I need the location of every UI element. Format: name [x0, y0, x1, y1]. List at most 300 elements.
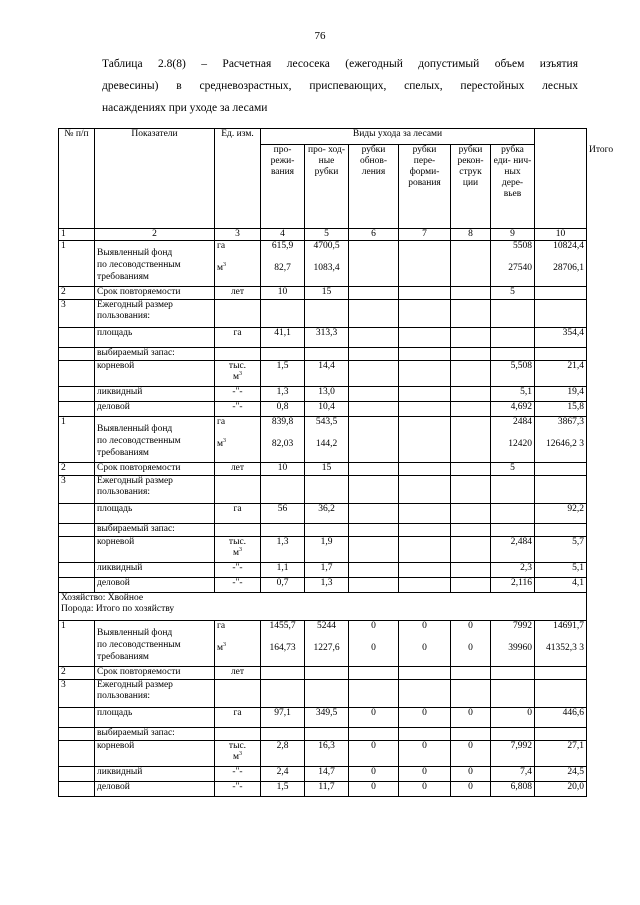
value-cell: 0: [399, 741, 451, 767]
indicator-line: Ежегодный размер: [97, 680, 173, 690]
period-row: [59, 463, 587, 476]
empty-cell: [491, 680, 535, 708]
value-cell: 6,808: [491, 782, 535, 797]
empty-cell: [59, 387, 95, 402]
value-cell: [399, 361, 451, 387]
cell-top: [351, 241, 396, 263]
annual-row: [59, 680, 587, 708]
value-cell: 16,3: [305, 741, 349, 767]
cell-top: [401, 417, 448, 439]
empty-cell: [491, 348, 535, 361]
index-cell: 8: [451, 229, 491, 241]
value-cell: 14,7: [305, 767, 349, 782]
empty-cell: [305, 728, 349, 741]
empty-cell: [305, 300, 349, 328]
economy-line: Порода: Итого по хозяйству: [61, 604, 175, 614]
cell-bottom: 28706,1: [553, 263, 585, 273]
value-cell: [349, 241, 399, 287]
page-number: 76: [314, 30, 326, 42]
value-cell: [451, 241, 491, 287]
empty-cell: [215, 728, 261, 741]
empty-cell: [399, 300, 451, 328]
value-cell: [491, 621, 535, 667]
value-cell: 0: [399, 782, 451, 797]
value-cell: [451, 387, 491, 402]
value-cell: 2,3: [491, 563, 535, 578]
indicator-line: требованиям: [97, 272, 149, 282]
value-cell: 10: [261, 463, 305, 476]
economy-label-row: [59, 593, 587, 621]
cell-bottom: [217, 439, 258, 450]
value-cell: 10: [261, 287, 305, 300]
economy-label: [59, 593, 587, 621]
empty-cell: [399, 476, 451, 504]
cell-top: 14691,7: [553, 621, 585, 631]
unit-cell: лет: [215, 287, 261, 300]
indicator-business: деловой: [95, 402, 215, 417]
value-cell: 313,3: [305, 328, 349, 348]
empty-cell: [491, 300, 535, 328]
indicator-line: по лесоводственным: [97, 640, 181, 650]
cell-top: 0: [422, 621, 427, 631]
value-cell: 56: [261, 504, 305, 524]
value-cell: 97,1: [261, 708, 305, 728]
empty-cell: [399, 524, 451, 537]
value-cell: [451, 361, 491, 387]
indicator-line: Выявленный фонд: [97, 628, 173, 638]
indicator-root: корневой: [95, 537, 215, 563]
value-cell: [349, 504, 399, 524]
empty-cell: [261, 348, 305, 361]
value-cell: 27,1: [535, 741, 587, 767]
value-cell: [305, 667, 349, 680]
cell-top: 1455,7: [269, 621, 296, 631]
cell-top: [401, 241, 448, 263]
value-cell: [535, 463, 587, 476]
value-cell: [451, 667, 491, 680]
value-cell: 0: [349, 782, 399, 797]
indicator-area: площадь: [95, 328, 215, 348]
indicator-fund: [95, 417, 215, 463]
cell-top: 7992: [513, 621, 533, 631]
fund-row: [59, 621, 587, 667]
cell-top: га: [217, 417, 226, 427]
value-cell: 349,5: [305, 708, 349, 728]
header-indicator: Показатели: [95, 129, 215, 229]
value-cell: [399, 287, 451, 300]
indicator-stock: выбираемый запас:: [95, 348, 215, 361]
unit-text: [217, 372, 258, 383]
row-number: 2: [59, 667, 95, 680]
value-cell: 21,4: [535, 361, 587, 387]
cell-top: 3867,3: [557, 417, 585, 427]
unit-cell: га: [215, 328, 261, 348]
empty-cell: [535, 300, 587, 328]
value-cell: 1,3: [305, 578, 349, 593]
header-row-columns: про- режи- вания про- ход- ные рубки рубки обнов- ления рубки пере- форми- рования рубки рекон- струк ции рубка еди- нич- ных дере- вьев Итого: [59, 145, 587, 229]
value-cell: [491, 241, 535, 287]
empty-cell: [305, 476, 349, 504]
business-row: [59, 782, 587, 797]
empty-cell: [349, 348, 399, 361]
indicator-liquid: ликвидный: [95, 563, 215, 578]
value-cell: 1,9: [305, 537, 349, 563]
value-cell: 7,992: [491, 741, 535, 767]
value-cell: [535, 621, 587, 667]
empty-cell: [59, 578, 95, 593]
indicator-line: по лесоводственным: [97, 436, 181, 446]
value-cell: 5: [491, 463, 535, 476]
empty-cell: [349, 680, 399, 708]
cell-bottom: 1227,6: [313, 643, 340, 653]
row-number: 2: [59, 463, 95, 476]
cell-top: 0: [371, 621, 376, 631]
root-row: [59, 537, 587, 563]
indicator-line: Выявленный фонд: [97, 424, 173, 434]
unit-text: м: [232, 372, 239, 382]
header-thinning: про- режи- вания: [261, 145, 305, 229]
value-cell: 0: [451, 741, 491, 767]
cell-bottom: 1083,4: [313, 263, 340, 273]
value-cell: [349, 537, 399, 563]
value-cell: [399, 417, 451, 463]
empty-cell: [305, 524, 349, 537]
indicator-line: Ежегодный размер: [97, 476, 173, 486]
cutting-area-table: [58, 128, 614, 797]
unit-cell: лет: [215, 463, 261, 476]
value-cell: 10,4: [305, 402, 349, 417]
indicator-liquid: ликвидный: [95, 767, 215, 782]
empty-cell: [59, 741, 95, 767]
empty-cell: [305, 680, 349, 708]
value-cell: [491, 417, 535, 463]
indicator-fund: [95, 241, 215, 287]
empty-cell: [349, 524, 399, 537]
value-cell: [261, 417, 305, 463]
value-cell: 15: [305, 287, 349, 300]
value-cell: 0: [349, 741, 399, 767]
area-row: [59, 328, 587, 348]
index-cell: 6: [349, 229, 399, 241]
unit-text: тыс.: [228, 361, 247, 371]
empty-cell: [59, 402, 95, 417]
value-cell: 5,1: [535, 563, 587, 578]
cell-bottom: [217, 263, 258, 274]
cell-top: 0: [468, 621, 473, 631]
value-cell: [349, 667, 399, 680]
cell-top: [453, 417, 488, 439]
unit-text: тыс.: [228, 537, 247, 547]
value-cell: [491, 328, 535, 348]
unit-cell: [215, 241, 261, 287]
cell-top: 2484: [513, 417, 533, 427]
value-cell: [451, 504, 491, 524]
cell-bottom: 41352,3 3: [546, 643, 585, 653]
area-row: [59, 708, 587, 728]
indicator-period: Срок повторяемости: [95, 667, 215, 680]
unit-cell: -"-: [215, 578, 261, 593]
annual-row: [59, 476, 587, 504]
fund-row: [59, 417, 587, 463]
cell-top: 543,5: [315, 417, 338, 427]
index-cell: 5: [305, 229, 349, 241]
unit-cell: -"-: [215, 767, 261, 782]
unit-text: тыс.: [228, 741, 247, 751]
indicator-line: Ежегодный размер: [97, 300, 173, 310]
value-cell: [399, 504, 451, 524]
empty-cell: [451, 476, 491, 504]
value-cell: 11,7: [305, 782, 349, 797]
value-cell: 7,4: [491, 767, 535, 782]
cell-top: га: [217, 621, 226, 631]
unit-cell: -"-: [215, 782, 261, 797]
root-row: [59, 361, 587, 387]
liquid-row: [59, 387, 587, 402]
value-cell: [535, 241, 587, 287]
value-cell: [451, 328, 491, 348]
unit-superscript: 3: [223, 437, 227, 444]
value-cell: 354,4: [535, 328, 587, 348]
value-cell: [305, 417, 349, 463]
area-row: [59, 504, 587, 524]
unit-cell: [215, 417, 261, 463]
unit-text: м: [217, 439, 224, 449]
value-cell: 1,7: [305, 563, 349, 578]
value-cell: 92,2: [535, 504, 587, 524]
cell-top: [453, 241, 488, 263]
value-cell: 13,0: [305, 387, 349, 402]
value-cell: 0: [349, 767, 399, 782]
empty-cell: [491, 524, 535, 537]
header-num: № п/п: [59, 129, 95, 229]
empty-cell: [59, 767, 95, 782]
value-cell: 5,508: [491, 361, 535, 387]
indicator-line: требованиям: [97, 448, 149, 458]
empty-cell: [349, 728, 399, 741]
value-cell: [349, 328, 399, 348]
value-cell: [451, 537, 491, 563]
unit-text: м: [217, 643, 224, 653]
empty-cell: [349, 476, 399, 504]
cell-top: [351, 417, 396, 439]
value-cell: [349, 402, 399, 417]
unit-superscript: 3: [239, 370, 242, 377]
root-row: [59, 741, 587, 767]
unit-cell: га: [215, 504, 261, 524]
indicator-liquid: ликвидный: [95, 387, 215, 402]
value-cell: [261, 667, 305, 680]
value-cell: [399, 537, 451, 563]
cell-bottom: 82,03: [271, 439, 294, 449]
cell-bottom: 0: [468, 643, 473, 653]
header-unit: Ед. изм.: [215, 129, 261, 229]
cell-bottom: 82,7: [274, 263, 291, 273]
value-cell: [349, 463, 399, 476]
value-cell: 5,7: [535, 537, 587, 563]
empty-cell: [399, 680, 451, 708]
value-cell: [399, 402, 451, 417]
header-renewal-cuttings: рубки обнов- ления: [349, 145, 399, 229]
cell-bottom: 12420: [508, 439, 533, 449]
cell-top: га: [217, 241, 226, 251]
value-cell: [349, 563, 399, 578]
unit-superscript: 3: [239, 546, 242, 553]
empty-cell: [451, 680, 491, 708]
index-cell: 9: [491, 229, 535, 241]
value-cell: [451, 287, 491, 300]
empty-cell: [59, 504, 95, 524]
value-cell: 1,3: [261, 537, 305, 563]
unit-cell: -"-: [215, 402, 261, 417]
value-cell: 19,4: [535, 387, 587, 402]
value-cell: 0: [451, 782, 491, 797]
value-cell: 0: [451, 767, 491, 782]
cell-bottom: 39960: [508, 643, 533, 653]
unit-cell: га: [215, 708, 261, 728]
row-number: 3: [59, 300, 95, 328]
unit-superscript: 3: [223, 261, 227, 268]
indicator-fund: [95, 621, 215, 667]
value-cell: 14,4: [305, 361, 349, 387]
value-cell: 0: [451, 708, 491, 728]
empty-cell: [399, 728, 451, 741]
empty-cell: [451, 348, 491, 361]
header-passage-cuttings: про- ход- ные рубки: [305, 145, 349, 229]
value-cell: [399, 328, 451, 348]
indicator-area: площадь: [95, 708, 215, 728]
empty-cell: [261, 476, 305, 504]
empty-cell: [261, 680, 305, 708]
index-cell: 10: [535, 229, 587, 241]
unit-text: м: [217, 263, 224, 273]
empty-cell: [535, 476, 587, 504]
empty-cell: [451, 300, 491, 328]
cell-bottom: 27540: [508, 263, 533, 273]
liquid-row: [59, 767, 587, 782]
value-cell: [349, 287, 399, 300]
header-care-types: Виды ухода за лесами: [261, 129, 535, 145]
value-cell: [399, 578, 451, 593]
value-cell: 20,0: [535, 782, 587, 797]
empty-cell: [59, 537, 95, 563]
empty-cell: [215, 680, 261, 708]
empty-cell: [535, 348, 587, 361]
empty-cell: [59, 728, 95, 741]
value-cell: [399, 241, 451, 287]
indicator-business: деловой: [95, 782, 215, 797]
empty-cell: [215, 476, 261, 504]
cell-top: 839,8: [271, 417, 294, 427]
annual-row: [59, 300, 587, 328]
value-cell: 0,7: [261, 578, 305, 593]
value-cell: [451, 417, 491, 463]
unit-text: м: [232, 548, 239, 558]
cell-bottom: 144,2: [315, 439, 338, 449]
value-cell: 446,6: [535, 708, 587, 728]
value-cell: [535, 667, 587, 680]
empty-cell: [491, 476, 535, 504]
value-cell: 0: [399, 767, 451, 782]
empty-cell: [59, 328, 95, 348]
empty-cell: [261, 524, 305, 537]
indicator-annual: [95, 300, 215, 328]
value-cell: 5,1: [491, 387, 535, 402]
period-row: [59, 667, 587, 680]
cell-top: 615,9: [271, 241, 294, 251]
economy-line: Хозяйство: Хвойное: [61, 593, 144, 603]
empty-cell: [261, 728, 305, 741]
value-cell: 2,4: [261, 767, 305, 782]
row-number: 3: [59, 476, 95, 504]
indicator-period: Срок повторяемости: [95, 463, 215, 476]
value-cell: [349, 417, 399, 463]
cell-top: 5244: [317, 621, 336, 631]
value-cell: [349, 387, 399, 402]
index-cell: 3: [215, 229, 261, 241]
indicator-stock: выбираемый запас:: [95, 728, 215, 741]
empty-cell: [59, 708, 95, 728]
index-cell: 4: [261, 229, 305, 241]
value-cell: [399, 563, 451, 578]
indicator-annual: [95, 680, 215, 708]
cell-top: 5508: [513, 241, 533, 251]
empty-cell: [59, 563, 95, 578]
value-cell: 0: [491, 708, 535, 728]
index-cell: 1: [59, 229, 95, 241]
indicator-line: пользования:: [97, 311, 150, 321]
liquid-row: [59, 563, 587, 578]
indicator-annual: [95, 476, 215, 504]
value-cell: 15: [305, 463, 349, 476]
unit-superscript: 3: [239, 750, 242, 757]
value-cell: [399, 667, 451, 680]
unit-cell: -"-: [215, 387, 261, 402]
value-cell: [451, 402, 491, 417]
indicator-stock: выбираемый запас:: [95, 524, 215, 537]
index-cell: 7: [399, 229, 451, 241]
unit-cell: -"-: [215, 563, 261, 578]
empty-cell: [215, 348, 261, 361]
empty-cell: [215, 524, 261, 537]
value-cell: [491, 667, 535, 680]
value-cell: 0,8: [261, 402, 305, 417]
indicator-root: корневой: [95, 741, 215, 767]
empty-cell: [535, 680, 587, 708]
value-cell: 2,116: [491, 578, 535, 593]
cell-bottom: 164,73: [269, 643, 296, 653]
row-number: 1: [59, 417, 95, 463]
indicator-area: площадь: [95, 504, 215, 524]
value-cell: 1,5: [261, 361, 305, 387]
value-cell: [451, 563, 491, 578]
value-cell: 5: [491, 287, 535, 300]
header-blank: [535, 129, 587, 229]
unit-text: [217, 752, 258, 763]
header-row-group: [59, 129, 587, 145]
empty-cell: [535, 524, 587, 537]
unit-text: м: [232, 752, 239, 762]
value-cell: 24,5: [535, 767, 587, 782]
unit-cell: [215, 741, 261, 767]
empty-cell: [399, 348, 451, 361]
indicator-line: по лесоводственным: [97, 260, 181, 270]
value-cell: 15,8: [535, 402, 587, 417]
indicator-business: деловой: [95, 578, 215, 593]
header-reconstruction-cuttings: рубки рекон- струк ции: [451, 145, 491, 229]
empty-cell: [59, 524, 95, 537]
cell-top: 4700,5: [313, 241, 340, 251]
value-cell: [451, 578, 491, 593]
